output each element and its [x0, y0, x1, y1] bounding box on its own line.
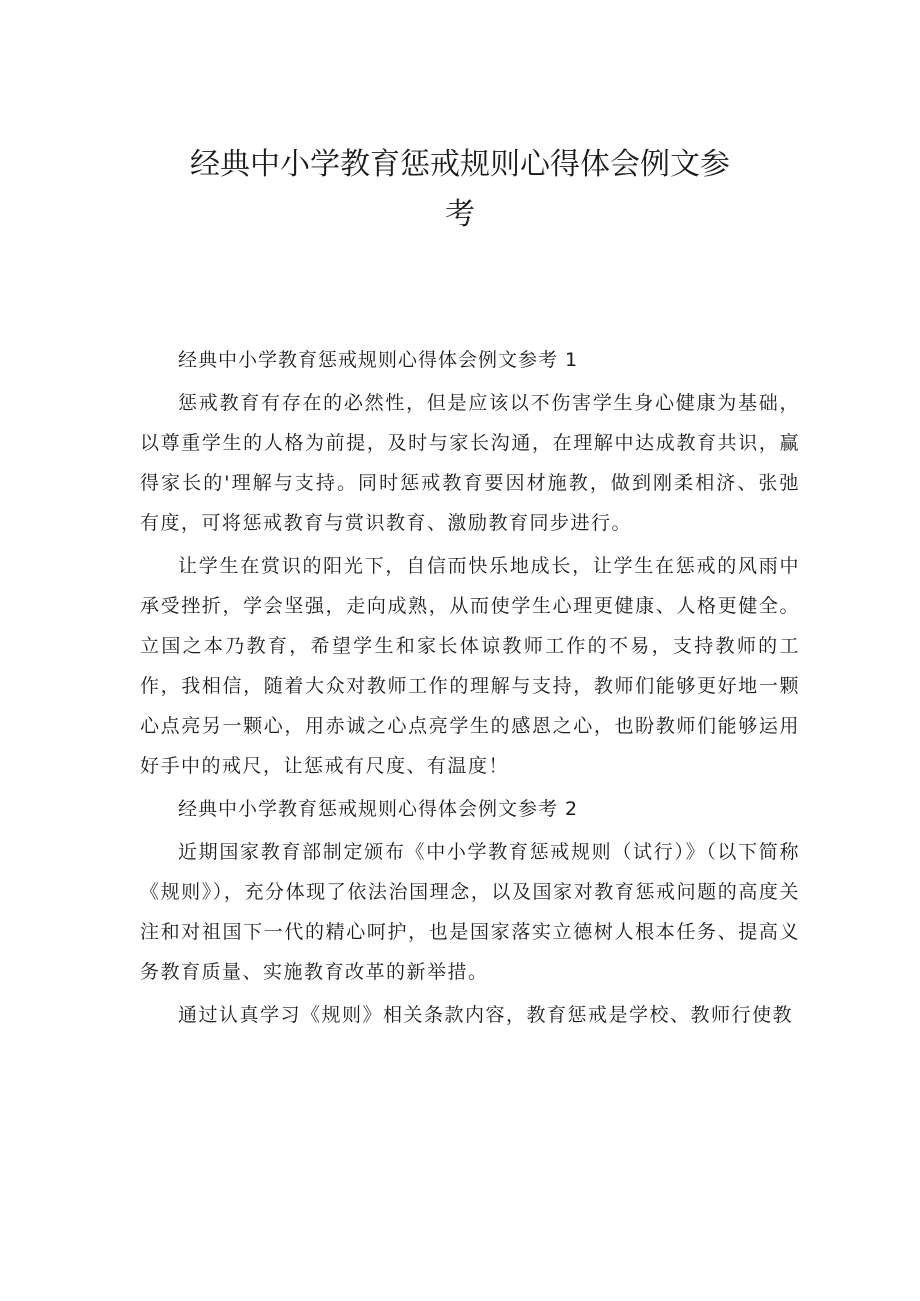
page-title	[150, 140, 770, 240]
section-1-paragraph-2: 让学生在赏识的阳光下，自信而快乐地成长，让学生在惩戒的风雨中承受挫折，学会坚强，走向成熟，从而使学生心理更健康、人格更健全。立国之本乃教育，希望学生和家长体谅教师工作的不易，支持教师的工作，我相信，随着大众对教师工作的理解与支持，教师们能够更好地一颗心点亮另一颗心，用赤诚之心点亮学生的感恩之心，也盼教师们能够运用好手中的戒尺，让惩戒有尺度、有温度！	[140, 555, 800, 777]
document-body	[140, 340, 800, 1035]
page-title-line-2: 考	[445, 197, 475, 232]
section-2-paragraph-2: 通过认真学习《规则》相关条款内容，教育惩戒是学校、教师行使教	[178, 1004, 794, 1026]
section-1-heading: 经典中小学教育惩戒规则心得体会例文参考 1	[178, 349, 579, 371]
page-title-line-1: 经典中小学教育惩戒规则心得体会例文参	[190, 147, 730, 182]
section-1-paragraph-1: 惩戒教育有存在的必然性，但是应该以不伤害学生身心健康为基础，以尊重学生的人格为前提，及时与家长沟通，在理解中达成教育共识，赢得家长的'理解与支持。同时惩戒教育要因材施教，做到刚柔相济、张弛有度，可将惩戒教育与赏识教育、激励教育同步进行。	[140, 392, 800, 534]
section-2-heading: 经典中小学教育惩戒规则心得体会例文参考 2	[178, 798, 579, 820]
section-2-paragraph-1: 近期国家教育部制定颁布《中小学教育惩戒规则（试行）》（以下简称《规则》），充分体现了依法治国理念，以及国家对教育惩戒问题的高度关注和对祖国下一代的精心呵护，也是国家落实立德树人根本任务、提高义务教育质量、实施教育改革的新举措。	[140, 841, 800, 983]
